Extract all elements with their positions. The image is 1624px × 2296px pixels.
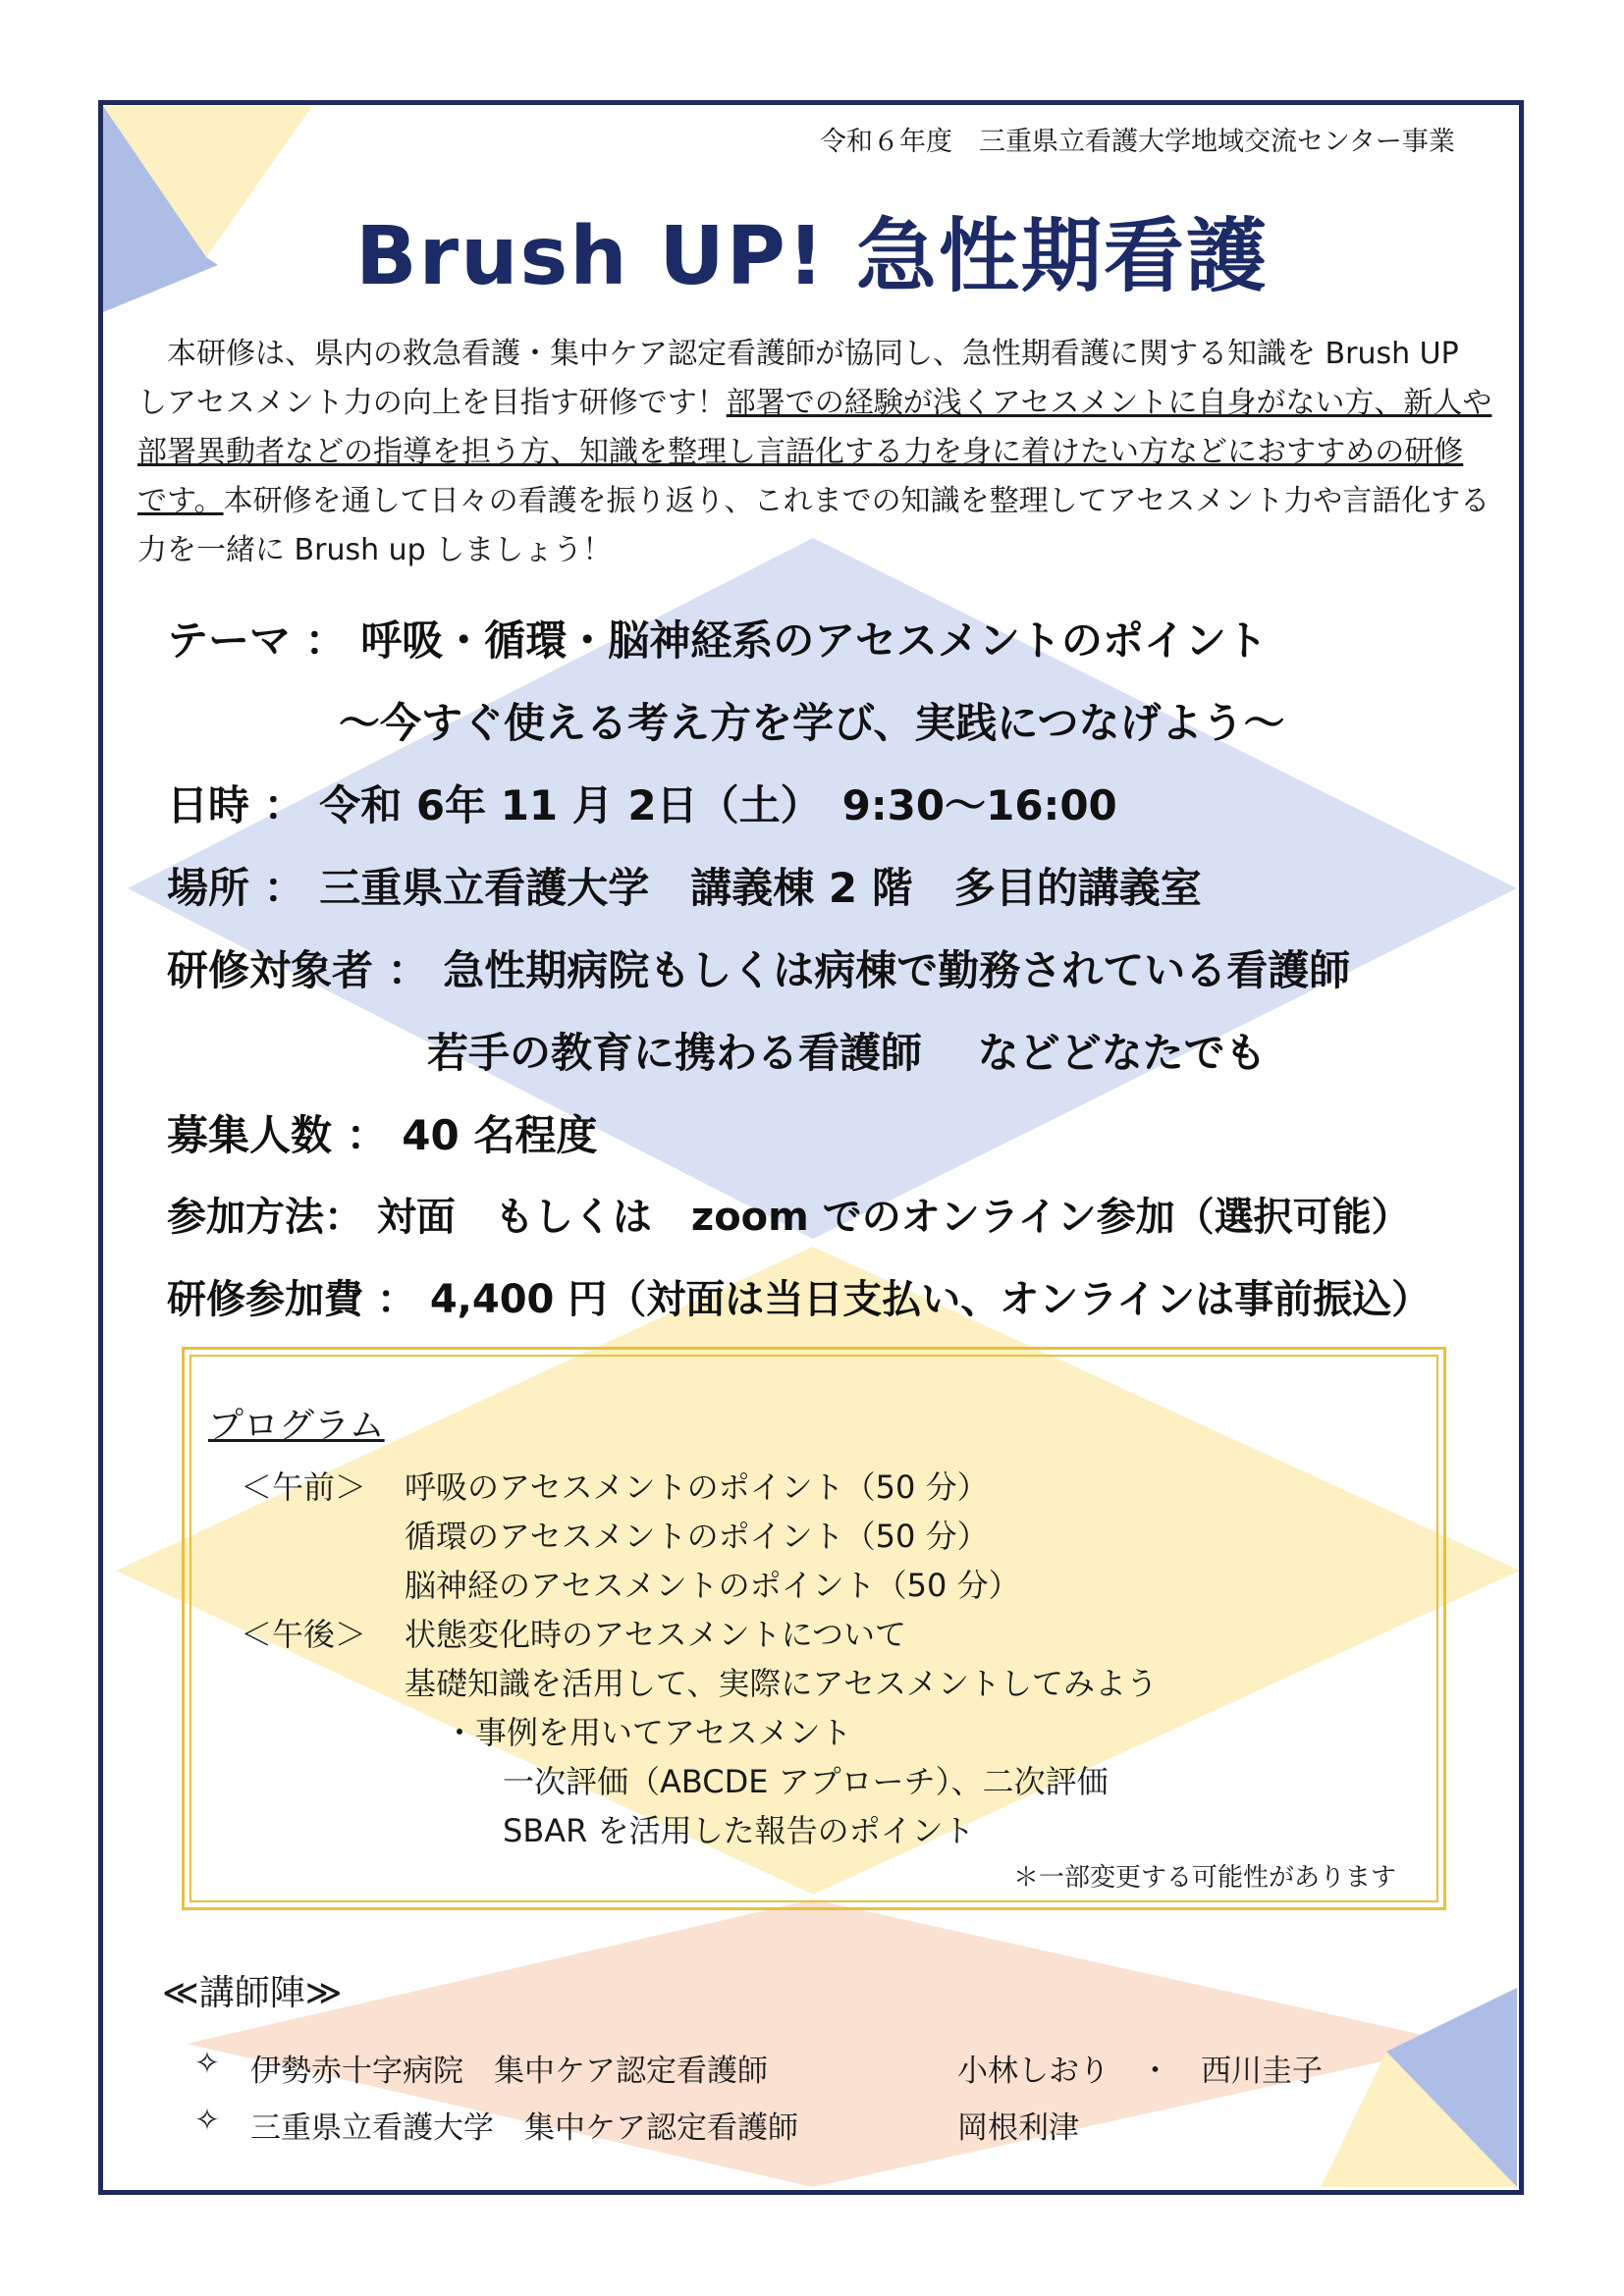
lecturer-org: 伊勢赤十字病院 集中ケア認定看護師 xyxy=(250,2054,768,2089)
program-title: プログラム xyxy=(208,1406,385,1446)
page-title: Brush UP! 急性期看護 xyxy=(355,210,1269,303)
program-am-item: 脳神経のアセスメントのポイント（50 分） xyxy=(405,1567,1020,1604)
intro-text-1: 本研修は、県内の救急看護・集中ケア認定看護師が協同し、急性期看護に関する知識を Brush UP しアセスメント力の向上を目指す研修です！ xyxy=(137,337,1459,420)
program-am-item: 循環のアセスメントのポイント（50 分） xyxy=(405,1518,989,1555)
lecturers-heading: ≪講師陣≫ xyxy=(162,1973,343,2013)
lecturer-mark-icon: ✧ xyxy=(194,2046,220,2081)
info-target: 研修対象者 ： 急性期病院もしくは病棟で勤務されている看護師 xyxy=(167,946,1351,994)
lecturer-names: 小林しおり ・ 西川圭子 xyxy=(957,2054,1323,2089)
program-pm-item: 基礎知識を活用して、実際にアセスメントしてみよう xyxy=(405,1665,1159,1702)
info-datetime: 日時 ： 令和 6年 11 月 2日（土） 9:30～16:00 xyxy=(167,781,1117,829)
info-fee: 研修参加費 ： 4,400 円（対面は当日支払い、オンラインは事前振込） xyxy=(167,1277,1432,1322)
lecturer-mark-icon: ✧ xyxy=(194,2103,220,2138)
program-pm-item: 状態変化時のアセスメントについて xyxy=(405,1616,907,1653)
header-line: 令和６年度 三重県立看護大学地域交流センター事業 xyxy=(820,127,1455,157)
intro-text-underlined: 部署での経験が浅くアセスメントに自身がない方、新人や部署異動者などの指導を担う方、知識を整理し言語化する力を身に着けたい方などにおすすめの研修です。 xyxy=(137,386,1492,518)
program-pm-sub: SBAR を活用した報告のポイント xyxy=(503,1812,975,1849)
intro-text-3: 本研修を通して日々の看護を振り返り、これまでの知識を整理してアセスメント力や言語化する力を一緒に Brush up しましょう！ xyxy=(137,484,1490,567)
program-pm-sub: 一次評価（ABCDE アプローチ）、二次評価 xyxy=(503,1763,1109,1800)
program-am-label: ＜午前＞ xyxy=(241,1468,367,1506)
intro-paragraph xyxy=(137,330,1492,575)
info-place: 場所 ： 三重県立看護大学 講義棟 2 階 多目的講義室 xyxy=(167,864,1202,912)
program-note: ＊一部変更する可能性があります xyxy=(1013,1863,1397,1893)
lecturer-names: 岡根利津 xyxy=(957,2110,1079,2146)
info-theme: テーマ ： 呼吸・循環・脳神経系のアセスメントのポイント xyxy=(167,616,1268,665)
info-target-sub: 若手の教育に携わる看護師 などどなたでも xyxy=(427,1029,1267,1077)
program-pm-label: ＜午後＞ xyxy=(241,1616,367,1653)
program-pm-bullet: ・事例を用いてアセスメント xyxy=(444,1714,852,1751)
info-capacity: 募集人数 ： 40 名程度 xyxy=(167,1111,598,1159)
info-theme-sub: ～今すぐ使える考え方を学び、実践につなげよう～ xyxy=(339,699,1285,747)
program-am-item: 呼吸のアセスメントのポイント（50 分） xyxy=(405,1468,989,1506)
info-method: 参加方法： 対面 もしくは zoom でのオンライン参加（選択可能） xyxy=(167,1195,1411,1240)
lecturer-org: 三重県立看護大学 集中ケア認定看護師 xyxy=(250,2110,798,2146)
